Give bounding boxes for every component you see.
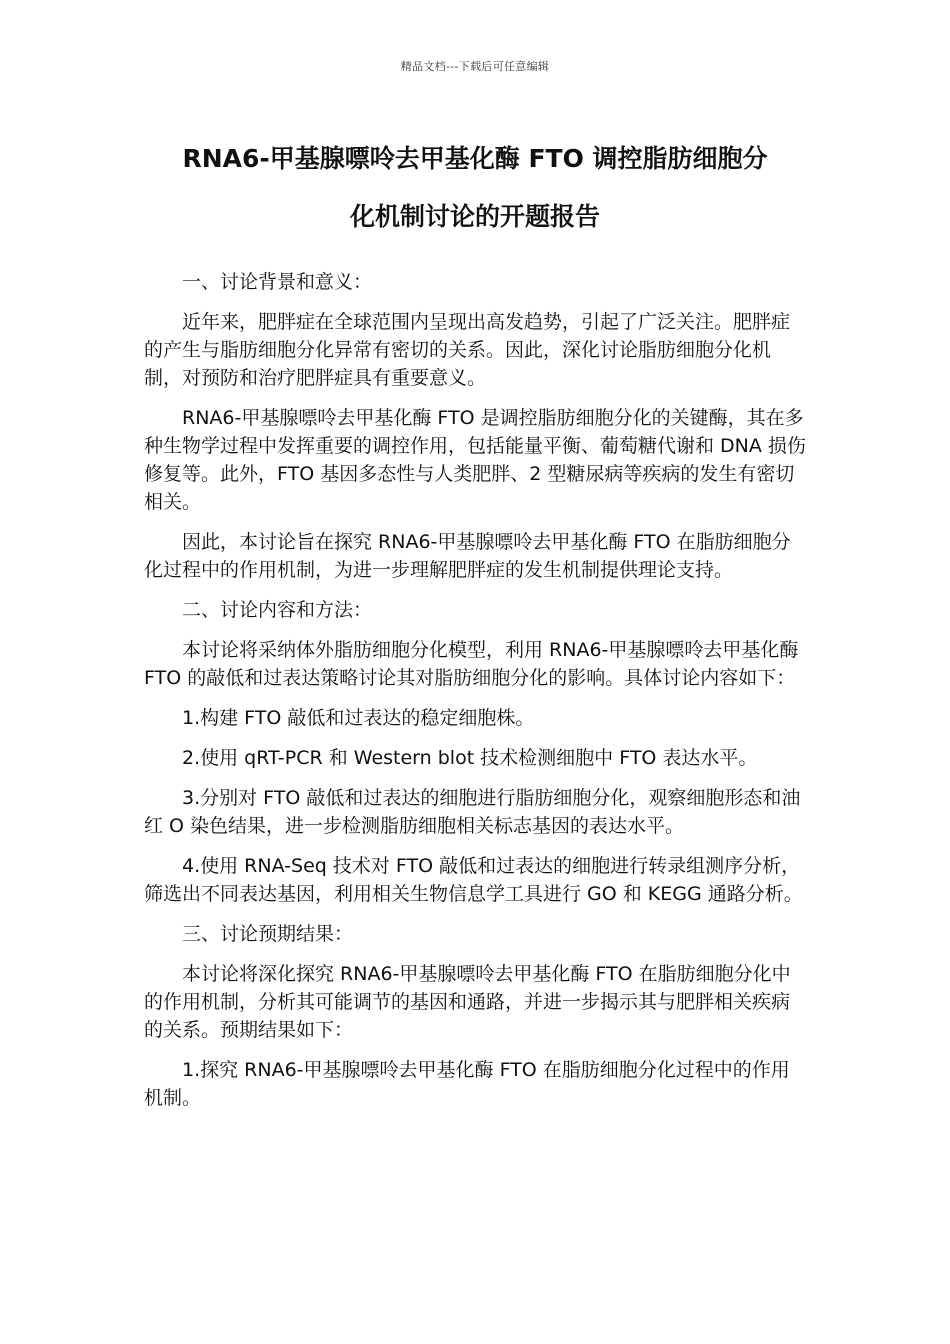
paragraph: 本讨论将采纳体外脂肪细胞分化模型，利用 RNA6-甲基腺嘌呤去甲基化酶 FTO 的敲低和过表达策略讨论其对脂肪细胞分化的影响。具体讨论内容如下： bbox=[144, 639, 799, 689]
title-line-1: RNA6-甲基腺嘌呤去甲基化酶 FTO 调控脂肪细胞分 bbox=[182, 144, 768, 173]
paragraph: 近年来，肥胖症在全球范围内呈现出高发趋势，引起了广泛关注。肥胖症的产生与脂肪细胞分化异常有密切的关系。因此，深化讨论脂肪细胞分化机制，对预防和治疗肥胖症具有重要意义。 bbox=[144, 311, 791, 389]
list-item: 1.探究 RNA6-甲基腺嘌呤去甲基化酶 FTO 在脂肪细胞分化过程中的作用机制。 bbox=[144, 1059, 790, 1109]
section-heading: 三、讨论预期结果： bbox=[182, 923, 354, 945]
section-heading: 二、讨论内容和方法： bbox=[182, 599, 373, 621]
document-title bbox=[144, 130, 806, 246]
title-line-2: 化机制讨论的开题报告 bbox=[349, 202, 600, 231]
list-item: 4.使用 RNA-Seq 技术对 FTO 敲低和过表达的细胞进行转录组测序分析，筛选出不同表达基因，利用相关生物信息学工具进行 GO 和 KEGG 通路分析。 bbox=[144, 855, 803, 905]
header-note: 精品文档---下载后可任意编辑 bbox=[400, 60, 550, 73]
list-item: 3.分别对 FTO 敲低和过表达的细胞进行脂肪细胞分化，观察细胞形态和油红 O 染色结果，进一步检测脂肪细胞相关标志基因的表达水平。 bbox=[144, 787, 801, 837]
document-body bbox=[144, 268, 806, 1124]
paragraph: 本讨论将深化探究 RNA6-甲基腺嘌呤去甲基化酶 FTO 在脂肪细胞分化中的作用机制，分析其可能调节的基因和通路，并进一步揭示其与肥胖相关疾病的关系。预期结果如下： bbox=[144, 963, 791, 1041]
paragraph: RNA6-甲基腺嘌呤去甲基化酶 FTO 是调控脂肪细胞分化的关键酶，其在多种生物学过程中发挥重要的调控作用，包括能量平衡、葡萄糖代谢和 DNA 损伤修复等。此外，FTO 基因多态性与人类肥胖、2 型糖尿病等疾病的发生有密切相关。 bbox=[144, 407, 806, 513]
section-heading: 一、讨论背景和意义： bbox=[182, 271, 373, 293]
list-item: 2.使用 qRT-PCR 和 Western blot 技术检测细胞中 FTO 表达水平。 bbox=[182, 747, 758, 769]
paragraph: 因此，本讨论旨在探究 RNA6-甲基腺嘌呤去甲基化酶 FTO 在脂肪细胞分化过程中的作用机制，为进一步理解肥胖症的发生机制提供理论支持。 bbox=[144, 531, 791, 581]
list-item: 1.构建 FTO 敲低和过表达的稳定细胞株。 bbox=[182, 707, 535, 729]
